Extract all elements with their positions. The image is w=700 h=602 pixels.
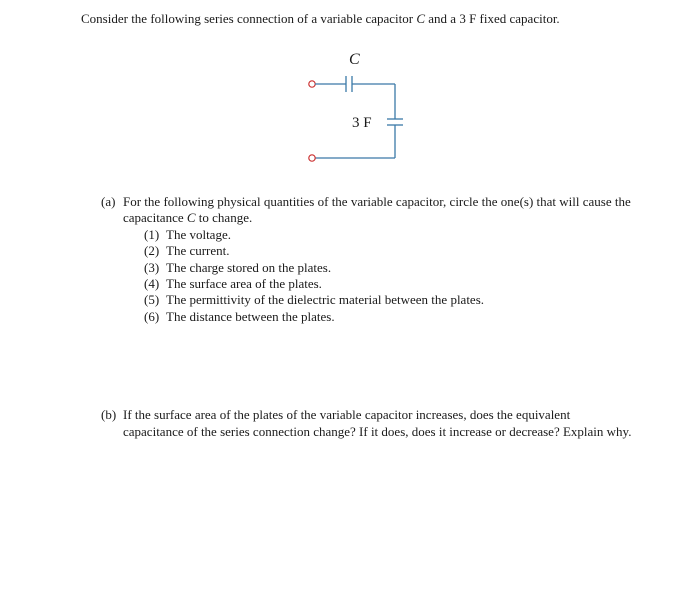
intro-sentence xyxy=(81,11,560,27)
option-number: (3) xyxy=(144,260,160,275)
option-text: The surface area of the plates. xyxy=(166,276,322,291)
part-a-line2-after: to change. xyxy=(195,210,253,225)
option-number: (6) xyxy=(144,309,160,324)
circuit-diagram xyxy=(300,42,420,172)
option-number: (1) xyxy=(144,227,160,242)
option-text: The current. xyxy=(166,243,230,258)
option-6[interactable] xyxy=(144,309,335,325)
option-5[interactable] xyxy=(144,292,484,308)
option-number: (2) xyxy=(144,243,160,258)
option-1[interactable] xyxy=(144,227,231,243)
top-terminal xyxy=(309,81,315,87)
option-text: The charge stored on the plates. xyxy=(166,260,332,275)
intro-text-before: Consider the following series connection of a variable capacitor xyxy=(81,11,417,26)
variable-capacitor-label: C xyxy=(349,51,360,68)
option-3[interactable] xyxy=(144,260,331,276)
option-number: (4) xyxy=(144,276,160,291)
option-2[interactable] xyxy=(144,243,230,259)
option-text: The distance between the plates. xyxy=(166,309,335,324)
option-4[interactable] xyxy=(144,276,322,292)
part-a-line2 xyxy=(123,210,252,226)
option-text: The voltage. xyxy=(166,227,231,242)
intro-variable: C xyxy=(416,11,426,26)
part-a-line2-before: capacitance xyxy=(123,210,187,225)
part-b-label: (b) xyxy=(101,407,117,422)
option-number: (5) xyxy=(144,292,160,307)
bottom-terminal xyxy=(309,155,315,161)
fixed-capacitor-label: 3 F xyxy=(352,115,372,131)
part-a-variable: C xyxy=(186,210,196,225)
part-a-label: (a) xyxy=(101,194,116,209)
part-b-line2: capacitance of the series connection change? If it does, does it increase or decrease? Explain why. xyxy=(123,424,632,439)
option-text: The permittivity of the dielectric material between the plates. xyxy=(166,292,485,307)
part-b-line1: If the surface area of the plates of the variable capacitor increases, does the equivalent xyxy=(123,407,571,422)
intro-text-after: and a 3 F fixed capacitor. xyxy=(425,11,560,26)
part-a-line1: For the following physical quantities of the variable capacitor, circle the one(s) that will cause the xyxy=(123,194,631,209)
